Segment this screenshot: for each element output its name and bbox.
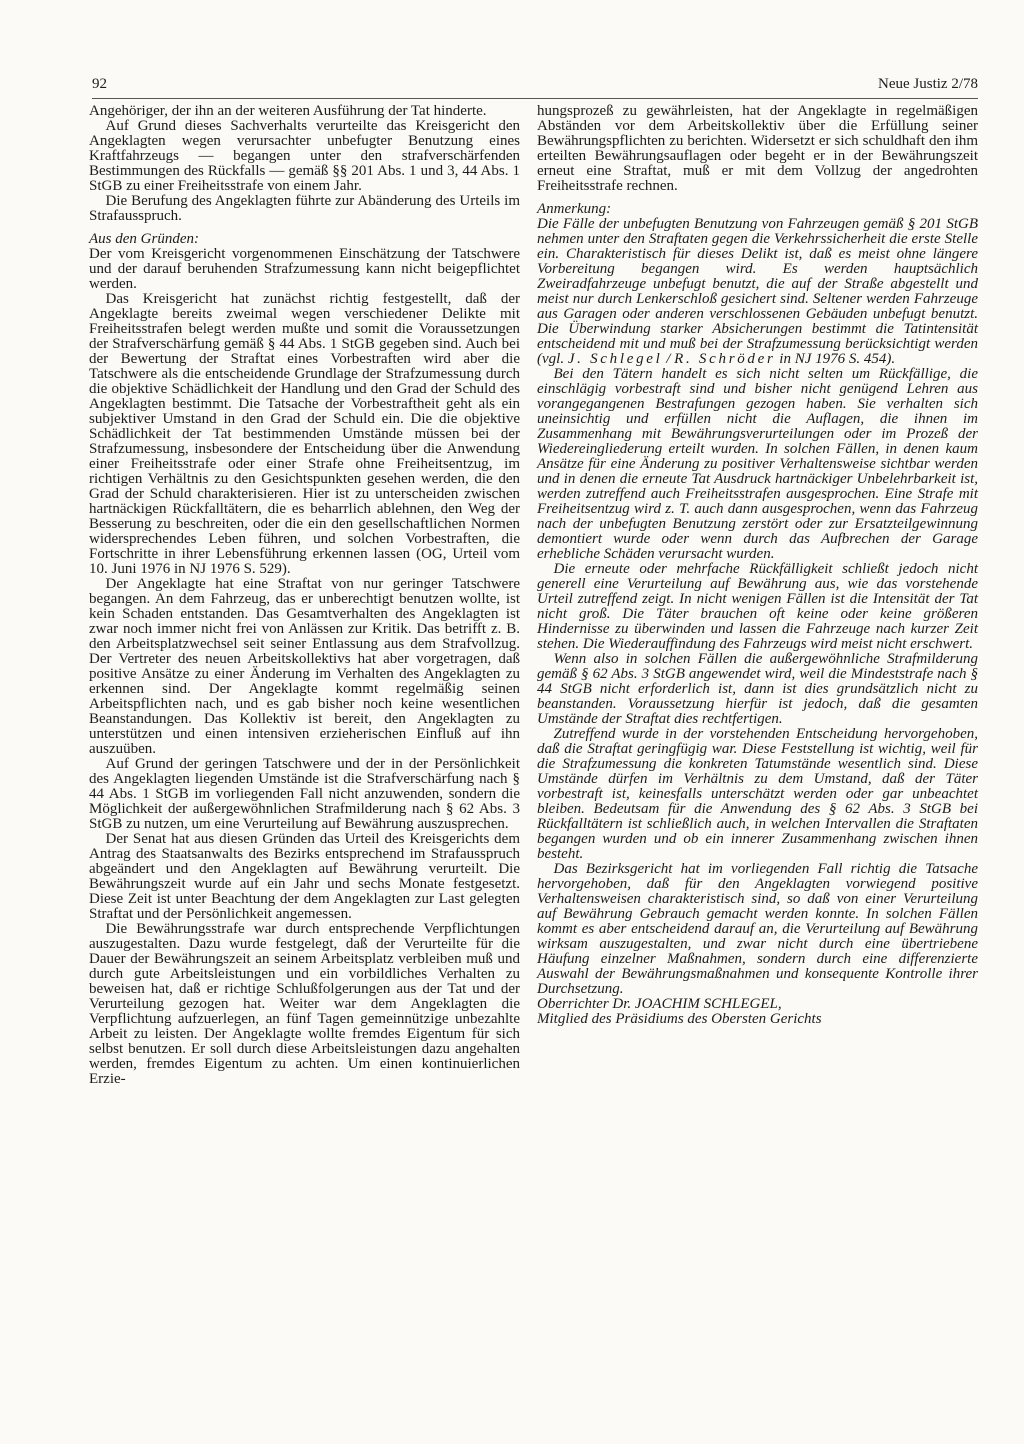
paragraph: Zutreffend wurde in der vorstehenden Entscheidung hervorgehoben, daß die Straftat geringfügig war. Diese Feststellung ist wichtig, weil für die Strafzumessung die konkreten Tatumstände wesentlich sind. Diese Umstände dürfen im Verhältnis zu dem Umstand, daß der Täter vorbestraft ist, keinesfalls unterschätzt werden oder gar unbeachtet bleiben. Bedeutsam für die Anwendung des § 62 Abs. 3 StGB bei Rückfalltätern ist schließlich auch, in welchen Intervallen die Straftaten begangen wurden und ob ein innerer Zusammenhang zwischen ihnen besteht. xyxy=(537,726,978,862)
page-number: 92 xyxy=(92,76,107,92)
paragraph: Die Berufung des Angeklagten führte zur Abänderung des Urteils im Strafausspruch. xyxy=(89,193,520,224)
paragraph: Auf Grund der geringen Tatschwere und der in der Persönlichkeit des Angeklagten liegenden Umstände ist die Strafverschärfung nach § 44 Abs. 1 StGB im vorliegenden Fall nicht anzuwenden, sondern die Möglichkeit der außergewöhnlichen Strafmilderung nach § 62 Abs. 3 StGB zu nutzen, um eine Verurteilung auf Bewährung auszusprechen. xyxy=(89,756,520,832)
paragraph: Das Kreisgericht hat zunächst richtig festgestellt, daß der Angeklagte bereits zweimal wegen verschiedener Delikte mit Freiheitsstrafen belegt werden mußte und somit die Voraussetzungen der Strafverschärfung gemäß § 44 Abs. 1 StGB gegeben sind. Auch bei der Bewertung der Straftat eines Vorbestraften wird aber die Tatschwere als die entscheidende Grundlage der Strafzumessung durch die objektive Schädlichkeit der Handlung und den Grad der Schuld des Angeklagten bestimmt. Die Tatsache der Vorbestraftheit geht als ein subjektiver Umstand in den Grad der Schuld ein. Die die objektive Schädlichkeit der Tat bestimmenden Umstände müssen bei der Strafzumessung, insbesondere der Entscheidung über die Anwendung einer Freiheitsstrafe oder einer Strafe ohne Freiheitsentzug, im richtigen Verhältnis zu den Gesichtspunkten gesehen werden, die den Grad der Schuld charakterisieren. Hier ist zu unterscheiden zwischen hartnäckigen Rückfalltätern, die es beharrlich ablehnen, den Weg der Besserung zu beschreiten, oder die ein den gesellschaftlichen Normen widersprechendes Leben führen, und solchen Vorbestraften, die Fortschritte in ihrer Lebensführung erkennen lassen (OG, Urteil vom 10. Juni 1976 in NJ 1976 S. 529). xyxy=(89,291,520,577)
paragraph: Der Senat hat aus diesen Gründen das Urteil des Kreisgerichts dem Antrag des Staatsanwalts des Bezirks entsprechend im Strafausspruch abgeändert und den Angeklagten auf Bewährung verurteilt. Die Bewährungszeit wurde auf ein Jahr und sechs Monate festgesetzt. Diese Zeit ist unter Beachtung der dem Angeklagten zur Last gelegten Straftat und der Persönlichkeit angemessen. xyxy=(89,831,520,922)
text-run: in NJ 1976 S. 454). xyxy=(775,351,896,367)
paragraph: Angehöriger, der ihn an der weiteren Ausführung der Tat hinderte. xyxy=(89,103,487,119)
page-header xyxy=(92,76,978,99)
journal-title: Neue Justiz 2/78 xyxy=(878,76,978,92)
paragraph: Die erneute oder mehrfache Rückfälligkeit schließt jedoch nicht generell eine Verurteilung auf Bewährung aus, wie das vorstehende Urteil zutreffend zeigt. In nicht wenigen Fällen ist die Intensität der Tat nicht groß. Die Täter brauchen oft keine oder keine größeren Hindernisse zu überwinden und lassen die Fahrzeuge nach kurzer Zeit stehen. Die Wiederauffindung des Fahrzeugs wird meist nicht erschwert. xyxy=(537,561,978,652)
section-heading: Anmerkung: xyxy=(537,201,612,217)
paragraph: Der vom Kreisgericht vorgenommenen Einschätzung der Tatschwere und der darauf beruhenden Strafzumessung kann nicht beigepflichtet werden. xyxy=(89,246,520,292)
citation-separator: / xyxy=(662,351,675,367)
paragraph: hungsprozeß zu gewährleisten, hat der Angeklagte in regelmäßigen Abständen vor dem Arbeitskollektiv über die Erfüllung seiner Bewährungspflichten zu berichten. Widersetzt er sich schuldhaft den ihm erteilten Bewährungsauflagen oder begeht er in der Bewährungszeit erneut eine Straftat, muß er mit dem Vollzug der angedrohten Freiheitsstrafe rechnen. xyxy=(537,103,978,194)
paragraph: Das Bezirksgericht hat im vorliegenden Fall richtig die Tatsache hervorgehoben, daß für den Angeklagten vorwiegend positive Verhaltensweisen charakteristisch sind, so daß von einer Verurteilung auf Bewährung Gebrauch gemacht werden konnte. In solchen Fällen kommt es aber entscheidend darauf an, die Verurteilung auf Bewährung wirksam auszugestalten, und zwar nicht durch eine übertriebene Häufung einzelner Maßnahmen, sondern durch eine differenzierte Auswahl der Bewährungsmaßnahmen und konsequente Kontrolle ihrer Durchsetzung. xyxy=(537,861,978,997)
paragraph: Der Angeklagte hat eine Straftat von nur geringer Tatschwere begangen. An dem Fahrzeug, das er unberechtigt benutzen wollte, ist kein Schaden entstanden. Das Gesamtverhalten des Angeklagten ist zwar noch immer nicht frei von Anlässen zur Kritik. Das betrifft z. B. den Arbeitsplatzwechsel seit seiner Entlassung aus dem Strafvollzug. Der Vertreter des neuen Arbeitskollektivs hat aber vorgetragen, daß positive Ansätze zu einer Änderung im Verhalten des Angeklagten zu erkennen sind. Der Angeklagte kommt regelmäßig seinen Arbeitspflichten nach, und es gab bisher noch keine wesentlichen Beanstandungen. Das Kollektiv ist bereit, den Angeklagten zu unterstützen und einen intensiven erzieherischen Einfluß auf ihn auszuüben. xyxy=(89,576,520,757)
signature-name: Oberrichter Dr. JOACHIM SCHLEGEL, xyxy=(537,996,782,1012)
signature-title: Mitglied des Präsidiums des Obersten Gerichts xyxy=(537,1011,822,1027)
paragraph: Wenn also in solchen Fällen die außergewöhnliche Strafmilderung gemäß § 62 Abs. 3 StGB angewendet wird, weil die Mindeststrafe nach § 44 StGB nicht erforderlich ist, dann ist dies grundsätzlich nicht zu beanstanden. Voraussetzung hierfür ist jedoch, daß die gesamten Umstände der Straftat dies rechtfertigen. xyxy=(537,651,978,727)
right-column xyxy=(537,104,978,1027)
left-column xyxy=(89,104,520,1087)
citation-author: R. Schröder xyxy=(674,351,776,367)
text-run: Die Fälle der unbefugten Benutzung von Fahrzeugen gemäß § 201 StGB nehmen unter den Straftaten gegen die Verkehrssicherheit die erste Stelle ein. Charakteristisch für dieses Delikt ist, daß es meist ohne längere Vorbereitung begangen wird. Es werden hauptsächlich Zweiradfahrzeuge unbefugt benutzt, die auf der Straße abgestellt und meist nur durch Lenkerschloß gesichert sind. Seltener werden Fahrzeuge aus Garagen oder anderen verschlossenen Gebäuden unbefugt benutzt. Die Überwindung starker Absicherungen bestimmt die Tatintensität entscheidend mit und muß bei der Strafzumessung berücksichtigt werden (vgl. xyxy=(537,216,978,367)
paragraph: Bei den Tätern handelt es sich nicht selten um Rückfällige, die einschlägig vorbestraft sind und bisher nicht genügend Lehren aus vorangegangenen Bestrafungen gezogen haben. Sie verhalten sich uneinsichtig und erfüllen nicht die Auflagen, die ihnen im Zusammenhang mit Bewährungsverurteilungen oder im Prozeß der Wiedereingliederung erteilt wurden. In solchen Fällen, in denen kaum Ansätze für eine Änderung zu positiver Verhaltensweise sichtbar werden und in denen die erneute Tat Ausdruck hartnäckiger Unbelehrbarkeit ist, werden zutreffend auch Freiheitsstrafen ausgesprochen. Eine Strafe mit Freiheitsentzug wird z. T. auch dann ausgesprochen, wenn das Fahrzeug nach der unbefugten Benutzung zerstört oder zur Ersatzteilgewinnung demontiert wurde oder wenn durch das Aufbrechen der Garage erhebliche Schäden verursacht wurden. xyxy=(537,366,978,562)
paragraph: Die Bewährungsstrafe war durch entsprechende Verpflichtungen auszugestalten. Dazu wurde festgelegt, daß der Verurteilte für die Dauer der Bewährungszeit an seinem Arbeitsplatz verbleiben muß und durch gute Arbeitsleistungen und ein vorbildliches Verhalten zu beweisen hat, daß er richtige Schlußfolgerungen aus der Tat und der Verurteilung gezogen hat. Weiter war dem Angeklagten die Verpflichtung aufzuerlegen, an fünf Tagen gemeinnützige unbezahlte Arbeit zu leisten. Der Angeklagte wollte fremdes Eigentum für sich selbst benutzen. Er soll durch diese Arbeitsleistungen dazu angehalten werden, fremdes Eigentum zu achten. Um einen kontinuierlichen Erzie- xyxy=(89,921,520,1087)
paragraph xyxy=(537,217,978,367)
section-heading: Aus den Gründen: xyxy=(89,231,199,247)
citation-author: J. Schlegel xyxy=(567,351,663,367)
paragraph: Auf Grund dieses Sachverhalts verurteilte das Kreisgericht den Angeklagten wegen verursachter unbefugter Benutzung eines Kraftfahrzeugs — begangen unter den strafverschärfenden Bestimmungen des Rückfalls — gemäß §§ 201 Abs. 1 und 3, 44 Abs. 1 StGB zu einer Freiheitsstrafe von einem Jahr. xyxy=(89,118,520,194)
